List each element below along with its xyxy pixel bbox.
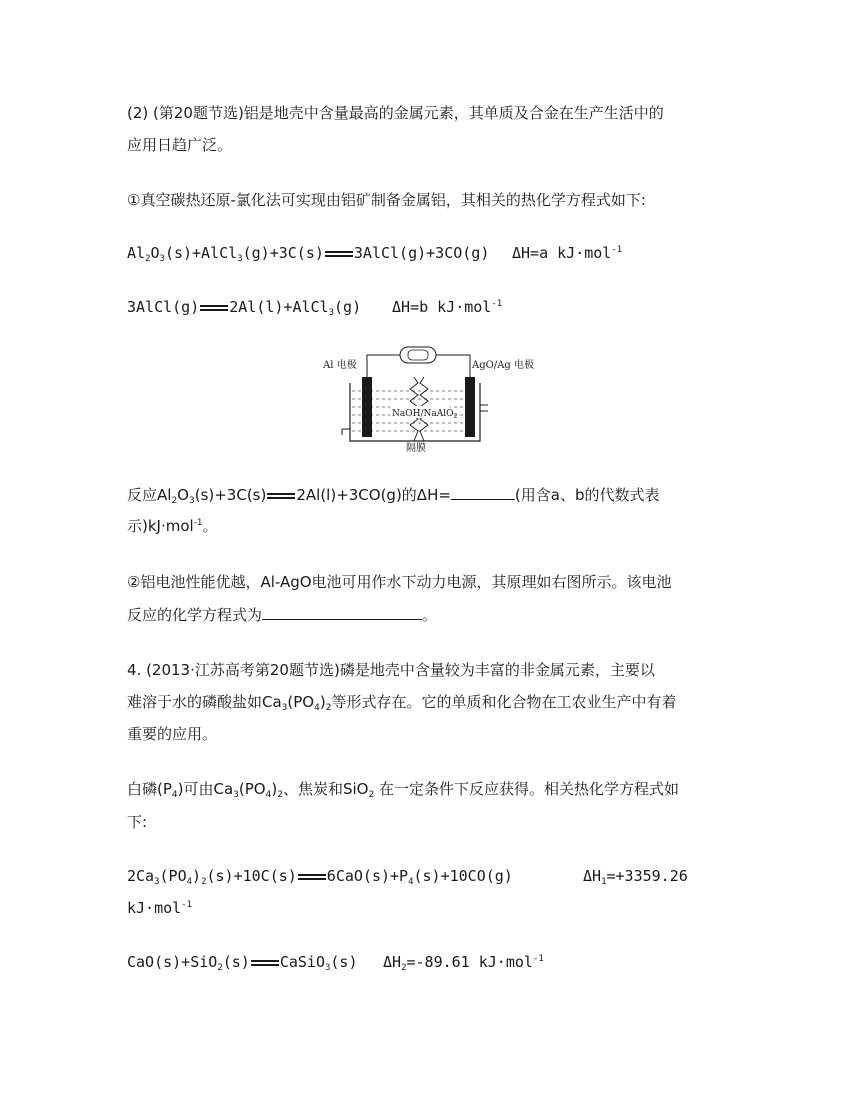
equals-sign: [298, 874, 326, 880]
q4-line-2: 难溶于水的磷酸盐如$Ca_3(PO_4)_2$等形式存在。它的单质和化合物在工农业生产中有着: [127, 693, 677, 713]
answer-blank-1[interactable]: [451, 485, 515, 500]
equation-3-enthalpy: $\Delta H_1=+3359.26$: [583, 867, 688, 887]
battery-diagram: [320, 343, 550, 455]
equals-sign: [200, 305, 228, 311]
q2-ask-line-1: 反应$Al_2O_3(s)+3C(s)$ 2Al(l)+3CO(g)的ΔH= (用含a、b的代数式表: [127, 486, 660, 506]
q4-p-line-1: 白磷$(P_4)$可由$Ca_3(PO_4)_2$、焦炭和SiO$_2$ 在一定条件下反应获得。相关热化学方程式如: [127, 780, 679, 800]
equation-4-enthalpy: $\Delta H_2=-89.61$ kJ·mol$^{-1}$: [383, 953, 544, 973]
q2-sub1-text: ①真空碳热还原-氯化法可实现由铝矿制备金属铝，其相关的热化学方程式如下:: [127, 191, 646, 209]
equals-sign: [325, 251, 353, 257]
q4-line-1: 4. (2013·江苏高考第20题节选)磷是地壳中含量较为丰富的非金属元素，主要以: [127, 661, 655, 679]
equation-2: 3AlCl(g) 2Al(l)+AlCl$_3$(g): [127, 298, 362, 318]
q2-sub2-line-1: ②铝电池性能优越，Al-AgO电池可用作水下动力电源，其原理如右图所示。该电池: [127, 573, 672, 591]
equation-3: $2Ca_3(PO_4)_2(s)+10C(s)$ $6CaO(s)+P_4(s)+10CO(g)$: [127, 867, 513, 887]
q2-sub2-line-2: 反应的化学方程式为 。: [127, 606, 438, 624]
ago-electrode: [465, 377, 475, 437]
al-electrode: [362, 377, 372, 437]
answer-blank-2[interactable]: [262, 605, 422, 620]
equation-3-unit: kJ·mol$^{-1}$: [127, 899, 193, 917]
equation-1: $Al_2O_3(s)+AlCl_3(g)+3C(s)$ 3AlCl(g)+3CO(g): [127, 244, 490, 264]
wire-right: [436, 355, 470, 379]
wire-left: [367, 355, 400, 379]
al-electrode-label: Al 电极: [323, 360, 357, 371]
q2-line-2: 应用日趋广泛。: [127, 136, 233, 154]
ago-electrode-label: AgO/Ag 电极: [472, 360, 534, 371]
equals-sign: [267, 493, 295, 499]
q4-p-line-2: 下:: [127, 813, 148, 831]
q2-line-1: (2) (第20题节选)铝是地壳中含量最高的金属元素，其单质及合金在生产生活中的: [127, 104, 664, 122]
solution-label: NaOH/NaAlO$_2$: [392, 409, 458, 420]
equation-2-enthalpy: ΔH=b kJ·mol$^{-1}$: [392, 298, 503, 316]
equation-1-enthalpy: ΔH=a kJ·mol$^{-1}$: [512, 244, 623, 262]
q2-ask-line-2: 示)kJ·mol$^{-1}$。: [127, 517, 218, 535]
membrane-label: 隔膜: [406, 443, 426, 454]
equation-4: CaO(s)+SiO$_2$(s) CaSiO$_3$(s): [127, 953, 358, 973]
equals-sign: [251, 960, 279, 966]
motor-icon: [400, 347, 436, 363]
q4-line-3: 重要的应用。: [127, 725, 218, 743]
